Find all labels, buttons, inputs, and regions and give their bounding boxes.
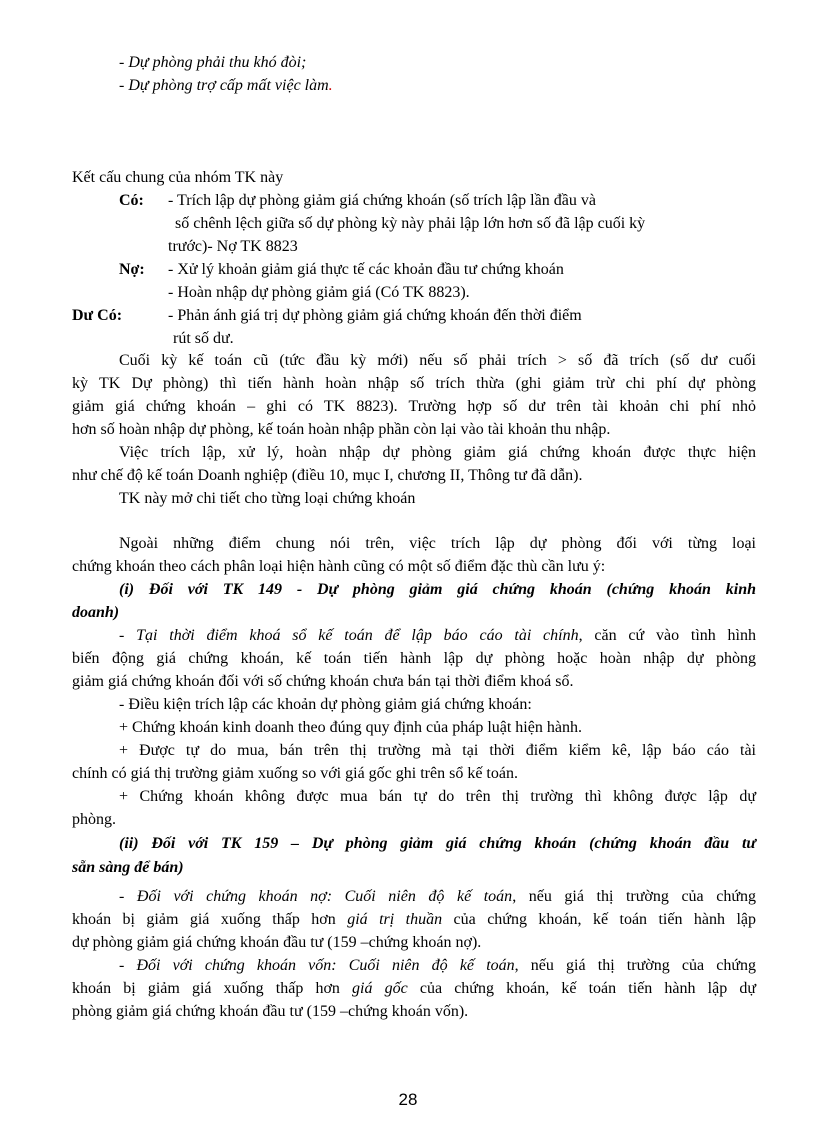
section1-para5-line-2: phòng. bbox=[72, 811, 116, 828]
section2-para2-line-3: phòng giảm giá chứng khoán đầu tư (159 –chứng khoán vốn). bbox=[72, 1003, 469, 1020]
section1-para2: - Điều kiện trích lập các khoản dự phòng giảm giá chứng khoán: bbox=[119, 696, 532, 713]
section2-title-line-1: (ii) Đối với TK 159 – Dự phòng giảm giá chứng khoán (chứng khoán đầu tư bbox=[119, 835, 756, 852]
section1-title-line-1: (i) Đối với TK 149 - Dự phòng giảm giá chứng khoán (chứng khoán kinh bbox=[119, 581, 756, 598]
no-line-1: - Xử lý khoản giảm giá thực tế các khoản đầu tư chứng khoán bbox=[168, 261, 564, 278]
no-line-2: - Hoàn nhập dự phòng giảm giá (Có TK 8823). bbox=[168, 284, 470, 301]
para3: TK này mở chi tiết cho từng loại chứng khoán bbox=[119, 490, 416, 507]
section2-para2-l2-a: khoán bị giảm giá xuống thấp hơn bbox=[72, 980, 353, 997]
para1-line-3: giảm giá chứng khoán – ghi có TK 8823). Trường hợp số dư trên tài khoản chi phí nhỏ bbox=[72, 398, 756, 415]
section2-para2-line-2 bbox=[72, 978, 756, 1000]
section1-para3: + Chứng khoán kinh doanh theo đúng quy định của pháp luật hiện hành. bbox=[119, 719, 582, 736]
section1-para1-italic: - Tại thời điểm khoá sổ kế toán để lập báo cáo tài chính bbox=[119, 627, 579, 644]
section2-title-line-2: sẵn sàng để bán) bbox=[72, 859, 184, 876]
para1-line-4: hơn số hoàn nhập dự phòng, kế toán hoàn nhập phần còn lại vào tài khoản thu nhập. bbox=[72, 421, 611, 438]
para4-line-1: Ngoài những điểm chung nói trên, việc trích lập dự phòng đối với từng loại bbox=[119, 535, 756, 552]
section2-para1-line-3: dự phòng giảm giá chứng khoán đầu tư (159 –chứng khoán nợ). bbox=[72, 934, 482, 951]
section1-para1-line-2: biến động giá chứng khoán, kế toán tiến hành lập dự phòng hoặc hoàn nhập dự phòng bbox=[72, 650, 756, 667]
co-line-2: số chênh lệch giữa số dự phòng kỳ này phải lập lớn hơn số đã lập cuối kỳ bbox=[175, 215, 646, 232]
section1-para4-line-2: chính có giá thị trường giảm xuống so với giá gốc ghi trên sổ kế toán. bbox=[72, 765, 518, 782]
section1-para4-line-1: + Được tự do mua, bán trên thị trường mà tại thời điểm kiểm kê, lập báo cáo tài bbox=[119, 742, 756, 759]
section2-para1-l2-c: của chứng khoán, kế toán tiến hành lập bbox=[442, 911, 757, 928]
para4-line-2: chứng khoán theo cách phân loại hiện hành cũng có một số điểm đặc thù cần lưu ý: bbox=[72, 558, 606, 575]
section2-para2-l2-c: của chứng khoán, kế toán tiến hành lập dự bbox=[407, 980, 756, 997]
section2-para1-l2-a: khoán bị giảm giá xuống thấp hơn bbox=[72, 911, 348, 928]
section2-para2-italic: - Đối với chứng khoán vốn: Cuối niên độ kế toán bbox=[119, 957, 515, 974]
structure-heading: Kết cấu chung của nhóm TK này bbox=[72, 169, 284, 186]
section2-para1-line-1 bbox=[72, 886, 756, 908]
co-line-1: - Trích lập dự phòng giảm giá chứng khoán (số trích lập lần đầu và bbox=[168, 192, 596, 209]
no-label: Nợ: bbox=[119, 261, 145, 278]
section1-para1-line-3: giảm giá chứng khoán đối với số chứng khoán chưa bán tại thời điểm khoá sổ. bbox=[72, 673, 574, 690]
section2-para1-italic: - Đối với chứng khoán nợ: Cuối niên độ kế toán bbox=[119, 888, 513, 905]
duco-label: Dư Có: bbox=[72, 307, 123, 324]
co-line-3: trước)- Nợ TK 8823 bbox=[168, 238, 298, 255]
section2-para2-l2-italic: giá gốc bbox=[352, 980, 408, 997]
section2-para2-rest: , nếu giá thị trường của chứng bbox=[514, 957, 756, 974]
duco-line-1: - Phản ánh giá trị dự phòng giảm giá chứng khoán đến thời điểm bbox=[168, 307, 582, 324]
page-number: 28 bbox=[398, 1090, 418, 1109]
section1-para1-line-1 bbox=[72, 625, 756, 647]
bullet-receivables: - Dự phòng phải thu khó đòi; bbox=[119, 54, 307, 71]
section1-para5-line-1: + Chứng khoán không được mua bán tự do trên thị trường thì không được lập dự bbox=[119, 788, 756, 805]
red-period: . bbox=[328, 77, 333, 94]
section2-para1-l2-italic: giá trị thuần bbox=[347, 911, 443, 928]
para1-line-1: Cuối kỳ kế toán cũ (tức đầu kỳ mới) nếu số phải trích > số đã trích (số dư cuối bbox=[119, 352, 756, 369]
bullet-job-loss-text: - Dự phòng trợ cấp mất việc làm bbox=[119, 77, 329, 94]
para2-line-2: như chế độ kế toán Doanh nghiệp (điều 10, mục I, chương II, Thông tư đã dẫn). bbox=[72, 467, 583, 484]
co-label: Có: bbox=[119, 192, 144, 209]
section2-para1-rest: , nếu giá thị trường của chứng bbox=[512, 888, 757, 905]
bullet-job-loss bbox=[119, 75, 333, 97]
duco-line-2: rút số dư. bbox=[173, 330, 234, 347]
section1-para1-rest: , căn cứ vào tình hình bbox=[578, 627, 756, 644]
para2-line-1: Việc trích lập, xử lý, hoàn nhập dự phòng giảm giá chứng khoán được thực hiện bbox=[119, 444, 756, 461]
section1-title-line-2: doanh) bbox=[72, 604, 120, 621]
para1-line-2: kỳ TK Dự phòng) thì tiến hành hoàn nhập số trích thừa (ghi giảm trừ chi phí dự phòng bbox=[72, 375, 756, 392]
section2-para1-line-2 bbox=[72, 909, 756, 931]
section2-para2-line-1 bbox=[72, 955, 756, 977]
